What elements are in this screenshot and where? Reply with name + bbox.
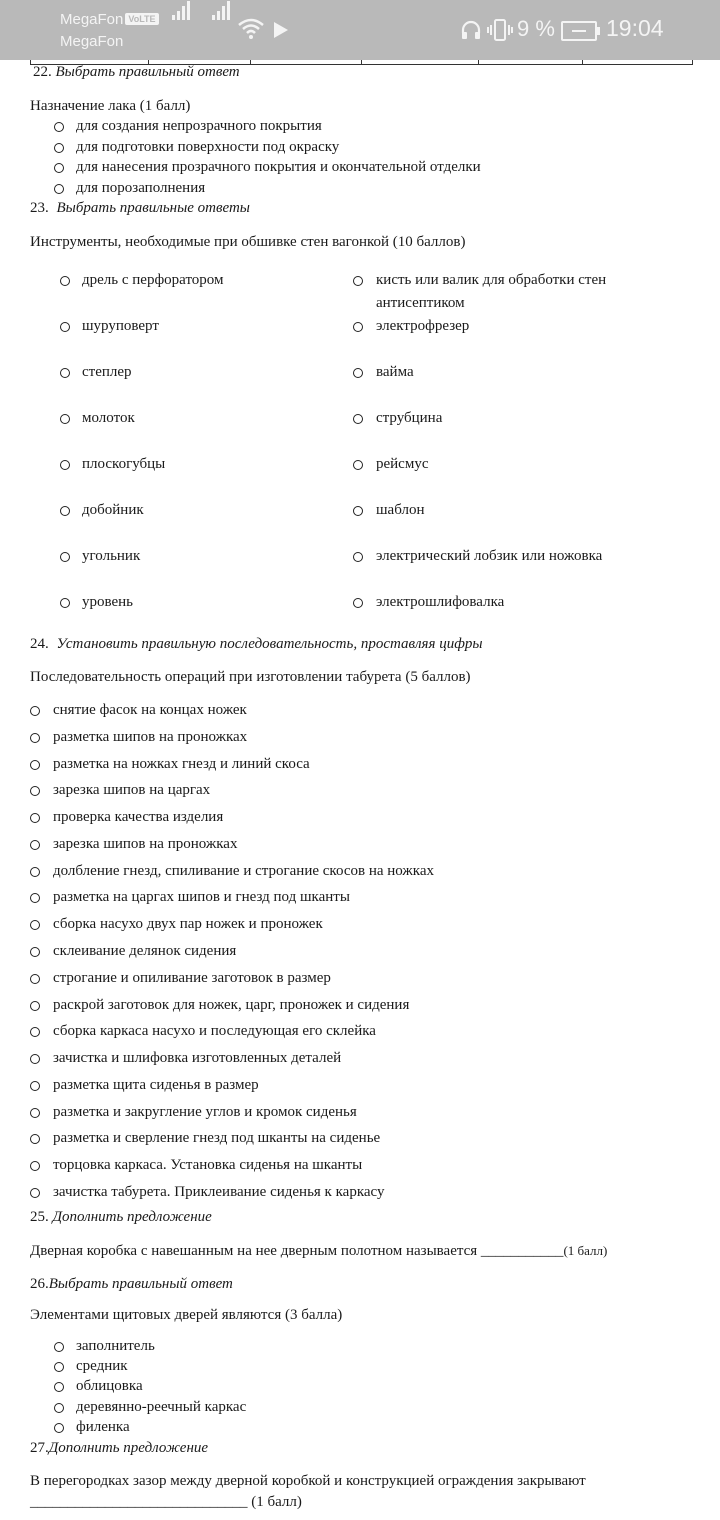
headphones-icon: [460, 19, 482, 41]
option-label: деревянно-реечный каркас: [76, 1399, 247, 1415]
radio-button[interactable]: [30, 1027, 40, 1037]
option-label: струбцина: [376, 410, 443, 426]
radio-button[interactable]: [353, 368, 363, 378]
sequence-item: строгание и опиливание заготовок в размер: [53, 970, 331, 986]
radio-button[interactable]: [30, 974, 40, 984]
radio-button[interactable]: [30, 1188, 40, 1198]
option-label: электрофрезер: [376, 318, 470, 334]
radio-button[interactable]: [30, 947, 40, 957]
option-label: плоскогубцы: [82, 456, 166, 472]
radio-button[interactable]: [54, 1403, 64, 1413]
q25-sentence: Дверная коробка с навешанным на нее дверным полотном называется ___________: [30, 1243, 564, 1259]
radio-button[interactable]: [60, 552, 70, 562]
radio-button[interactable]: [30, 733, 40, 743]
radio-button[interactable]: [54, 143, 64, 153]
option-label: угольник: [82, 548, 141, 564]
q23-number: 23.: [30, 200, 49, 216]
q24-instruction: Установить правильную последовательность, проставляя цифры: [56, 636, 483, 652]
option-label: шуруповерт: [82, 318, 159, 334]
wifi-icon: [238, 18, 264, 40]
sequence-item: склеивание делянок сидения: [53, 943, 237, 959]
option-label: дрель с перфоратором: [82, 272, 224, 288]
q23-question: Инструменты, необходимые при обшивке стен вагонкой (10 баллов): [30, 234, 466, 250]
radio-button[interactable]: [60, 460, 70, 470]
sequence-item: сборка насухо двух пар ножек и проножек: [53, 916, 323, 932]
q26-number: 26.: [30, 1276, 49, 1292]
option-label: средник: [76, 1358, 128, 1374]
q24-header: [30, 636, 483, 653]
sequence-item: разметка шипов на проножках: [53, 729, 248, 745]
sequence-item: зачистка табурета. Приклеивание сиденья к каркасу: [53, 1184, 385, 1200]
radio-button[interactable]: [30, 813, 40, 823]
clock: 19:04: [606, 15, 664, 41]
radio-button[interactable]: [60, 598, 70, 608]
radio-button[interactable]: [54, 184, 64, 194]
q27-blank: _____________________________: [30, 1494, 248, 1510]
sequence-item: раскрой заготовок для ножек, царг, проножек и сидения: [53, 997, 410, 1013]
option-label: уровень: [82, 594, 134, 610]
sequence-item: разметка и сверление гнезд под шканты на сиденье: [53, 1130, 381, 1146]
sequence-item: снятие фасок на концах ножек: [53, 702, 247, 718]
option-label: шаблон: [376, 502, 425, 518]
option-label: молоток: [82, 410, 135, 426]
option-label: для создания непрозрачного покрытия: [76, 118, 322, 134]
sequence-item: разметка и закругление углов и кромок сиденья: [53, 1104, 357, 1120]
q24-number: 24.: [30, 636, 49, 652]
radio-button[interactable]: [30, 1134, 40, 1144]
sequence-item: торцовка каркаса. Установка сиденья на шканты: [53, 1157, 363, 1173]
radio-button[interactable]: [60, 368, 70, 378]
q22-number: 22.: [33, 64, 52, 80]
radio-button[interactable]: [30, 786, 40, 796]
option-label: электрический лобзик или ножовка: [376, 548, 603, 564]
radio-button[interactable]: [60, 276, 70, 286]
battery-icon: [561, 21, 597, 45]
radio-button[interactable]: [30, 1108, 40, 1118]
sequence-item: разметка на царгах шипов и гнезд под шканты: [53, 889, 350, 905]
option-label: рейсмус: [376, 456, 429, 472]
q22-instruction: Выбрать правильный ответ: [55, 64, 240, 80]
radio-button[interactable]: [353, 460, 363, 470]
option-label: облицовка: [76, 1378, 143, 1394]
carrier-name-2: MegaFon: [60, 33, 124, 50]
q27-header: [30, 1440, 208, 1457]
option-label: вайма: [376, 364, 414, 380]
radio-button[interactable]: [54, 1423, 64, 1433]
carrier-name-1: MegaFon VoLTE: [60, 11, 159, 28]
option-label: степлер: [82, 364, 132, 380]
radio-button[interactable]: [54, 122, 64, 132]
q27-points: (1 балл): [251, 1494, 302, 1510]
option-label: для нанесения прозрачного покрытия и окончательной отделки: [76, 159, 481, 175]
q25-number: 25.: [30, 1209, 49, 1225]
radio-button[interactable]: [30, 1161, 40, 1171]
volte-badge: VoLTE: [125, 13, 158, 25]
q27-instruction: Дополнить предложение: [48, 1440, 209, 1456]
radio-button[interactable]: [30, 706, 40, 716]
option-label: заполнитель: [76, 1338, 155, 1354]
radio-button[interactable]: [353, 598, 363, 608]
radio-button[interactable]: [30, 867, 40, 877]
q25-text: [30, 1243, 607, 1260]
sequence-item: сборка каркаса насухо и последующая его склейка: [53, 1023, 376, 1039]
radio-button[interactable]: [30, 840, 40, 850]
q26-instruction: Выбрать правильный ответ: [48, 1276, 233, 1292]
option-label: электрошлифовалка: [376, 594, 505, 610]
radio-button[interactable]: [54, 1362, 64, 1372]
q27-answer-line: [30, 1494, 302, 1511]
q25-points: (1 балл): [563, 1243, 608, 1258]
sequence-item: зарезка шипов на царгах: [53, 782, 211, 798]
radio-button[interactable]: [30, 893, 40, 903]
option-label: добойник: [82, 502, 144, 518]
radio-button[interactable]: [60, 414, 70, 424]
q23-header: [30, 200, 250, 217]
q23-instruction: Выбрать правильные ответы: [56, 200, 250, 216]
sequence-item: долбление гнезд, спиливание и строгание скосов на ножках: [53, 863, 434, 879]
q22-header: [33, 64, 240, 81]
q25-header: [30, 1209, 212, 1226]
radio-button[interactable]: [30, 760, 40, 770]
radio-button[interactable]: [353, 506, 363, 516]
q23-right-cont: антисептиком: [376, 295, 465, 311]
sequence-item: разметка на ножках гнезд и линий скоса: [53, 756, 310, 772]
radio-button[interactable]: [30, 920, 40, 930]
sequence-item: зачистка и шлифовка изготовленных деталей: [53, 1050, 342, 1066]
radio-button[interactable]: [353, 414, 363, 424]
status-bar: [0, 0, 720, 60]
q26-question: Элементами щитовых дверей являются (3 балла): [30, 1307, 343, 1323]
sequence-item: зарезка шипов на проножках: [53, 836, 238, 852]
sequence-item: разметка щита сиденья в размер: [53, 1077, 259, 1093]
radio-button[interactable]: [54, 1342, 64, 1352]
q25-instruction: Дополнить предложение: [52, 1209, 212, 1225]
option-label: для порозаполнения: [76, 180, 206, 196]
option-label: кисть или валик для обработки стен: [376, 272, 607, 288]
q22-question: Назначение лака (1 балл): [30, 98, 191, 114]
radio-button[interactable]: [54, 1382, 64, 1392]
q24-question: Последовательность операций при изготовлении табурета (5 баллов): [30, 669, 471, 685]
radio-button[interactable]: [60, 506, 70, 516]
battery-percent: 9 %: [517, 16, 555, 41]
option-label: для подготовки поверхности под окраску: [76, 139, 340, 155]
radio-button[interactable]: [60, 322, 70, 332]
radio-button[interactable]: [353, 322, 363, 332]
q27-number: 27.: [30, 1440, 49, 1456]
sequence-item: проверка качества изделия: [53, 809, 224, 825]
option-label: филенка: [76, 1419, 130, 1435]
radio-button[interactable]: [30, 1054, 40, 1064]
play-icon: [274, 22, 288, 38]
radio-button[interactable]: [30, 1001, 40, 1011]
radio-button[interactable]: [54, 163, 64, 173]
radio-button[interactable]: [353, 552, 363, 562]
q26-header: [30, 1276, 233, 1293]
q27-text: В перегородках зазор между дверной коробкой и конструкцией ограждения закрывают: [30, 1473, 586, 1489]
radio-button[interactable]: [30, 1081, 40, 1091]
vibrate-icon: [487, 18, 513, 42]
radio-button[interactable]: [353, 276, 363, 286]
